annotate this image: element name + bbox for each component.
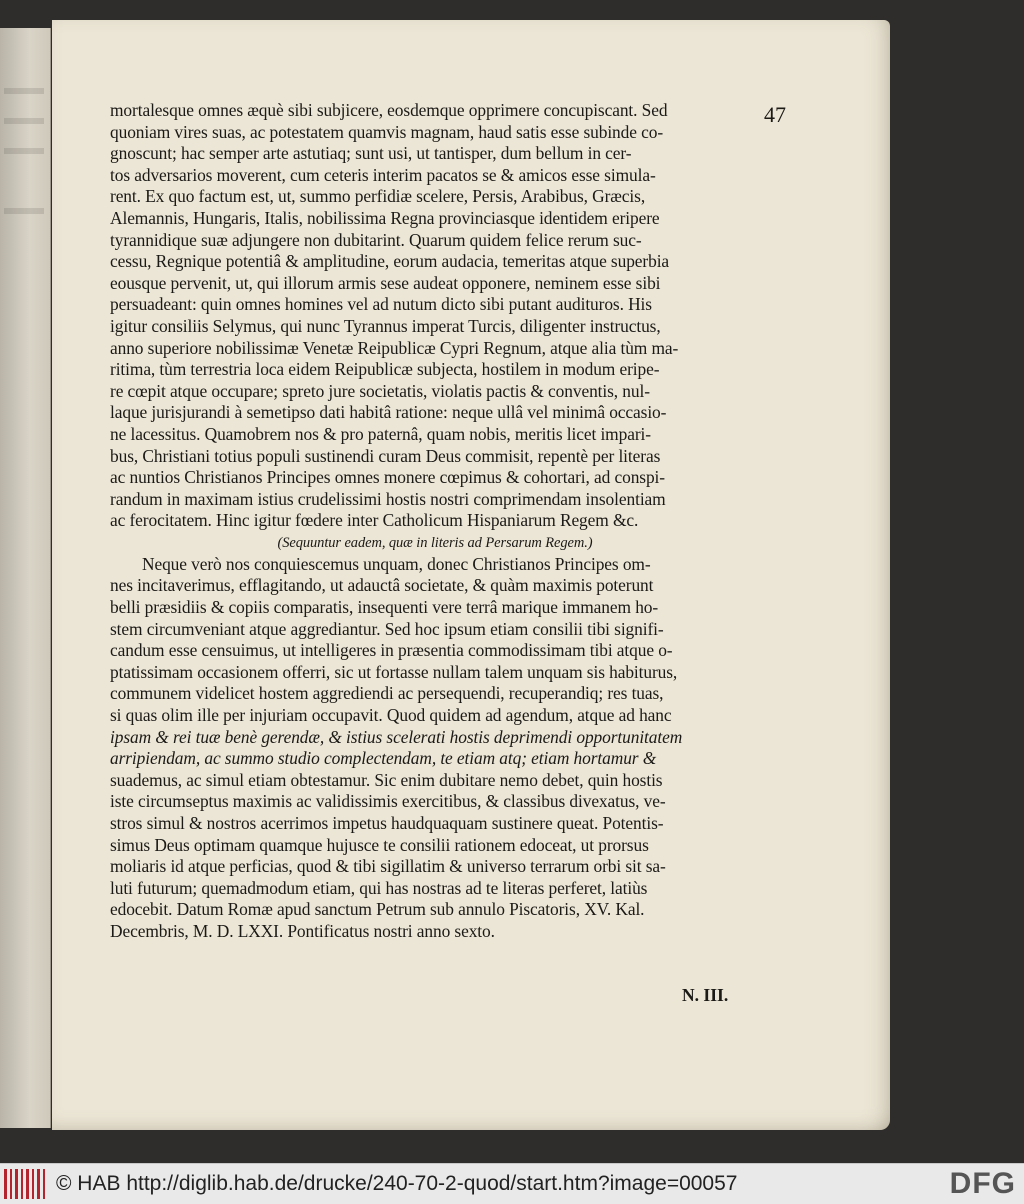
footer-credit: © HAB http://diglib.hab.de/drucke/240-70-2-quod/start.htm?image=00057 bbox=[56, 1172, 738, 1195]
text-line: Neque verò nos conquiescemus unquam, donec Christianos Principes om- bbox=[142, 553, 651, 574]
text-line: Decembris, M. D. LXXI. Pontificatus nostri anno sexto. bbox=[110, 920, 495, 941]
text-line: Alemannis, Hungaris, Italis, nobilissima Regna provinciasque identidem eripere bbox=[110, 207, 660, 228]
text-line: ac nuntios Christianos Principes omnes monere cœpimus & cohortari, ad conspi- bbox=[110, 467, 665, 488]
catchword: N. III. bbox=[682, 985, 729, 1005]
text-line: randum in maximam istius crudelissimi hostis nostri comprimendam insolentiam bbox=[110, 488, 666, 509]
text-line: igitur consiliis Selymus, qui nunc Tyrannus imperat Turcis, diligenter instructus, bbox=[110, 315, 661, 336]
text-line: quoniam vires suas, ac potestatem quamvis magnam, haud satis esse subinde co- bbox=[110, 121, 664, 142]
text-line: gnoscunt; hac semper arte astutiaq; sunt usi, ut tantisper, dum bellum in cer- bbox=[110, 143, 632, 164]
text-line: moliaris id atque perficias, quod & tibi sigillatim & universo terrarum orbi sit sa- bbox=[110, 856, 666, 877]
text-line: communem videlicet hostem aggrediendi ac persequendi, recuperandiq; res tuas, bbox=[110, 683, 664, 704]
text-line: ritima, tùm terrestria loca eidem Reipublicæ subjecta, hostilem in modum eripe- bbox=[110, 359, 660, 380]
text-line: mortalesque omnes æquè sibi subjicere, eosdemque opprimere concupiscant. Sed bbox=[110, 100, 668, 120]
text-line: nes incitaverimus, efflagitando, ut adauctâ societate, & quàm maximis poterunt bbox=[110, 575, 654, 596]
barcode-icon bbox=[4, 1169, 48, 1199]
text-line: rent. Ex quo factum est, ut, summo perfidiæ scelere, Persis, Arabibus, Græcis, bbox=[110, 186, 646, 207]
left-page-edge bbox=[0, 28, 51, 1128]
show-through-mark bbox=[4, 88, 44, 94]
page-number: 47 bbox=[764, 102, 786, 127]
text-line: si quas olim ille per injuriam occupavit. Quod quidem ad agendum, atque ad hanc bbox=[110, 705, 672, 726]
text-line: ptatissimam occasionem offerri, sic ut fortasse nullam talem unquam sis habiturus, bbox=[110, 661, 678, 682]
text-line: ipsam & rei tuæ benè gerendæ, & istius scelerati hostis deprimendi opportunitatem bbox=[110, 726, 683, 747]
text-line: anno superiore nobilissimæ Venetæ Reipublicæ Cypri Regnum, atque alia tùm ma- bbox=[110, 337, 679, 358]
text-line: persuadeant: quin omnes homines vel ad nutum dicto sibi putant audituros. His bbox=[110, 294, 652, 315]
text-line: iste circumseptus maximis ac validissimis exercitibus, & classibus divexatus, ve- bbox=[110, 791, 666, 812]
text-line: arripiendam, ac summo studio complectendam, te etiam atq; etiam hortamur & bbox=[110, 748, 657, 769]
text-line: belli præsidiis & copiis comparatis, insequenti vere terrâ marique immanem ho- bbox=[110, 597, 659, 618]
book-page bbox=[52, 20, 890, 1130]
text-line: edocebit. Datum Romæ apud sanctum Petrum sub annulo Piscatoris, XV. Kal. bbox=[110, 899, 645, 920]
text-line: ne lacessitus. Quamobrem nos & pro paternâ, quam nobis, meritis licet impari- bbox=[110, 423, 651, 444]
text-line: tyrannidique suæ adjungere non dubitarint. Quarum quidem felice rerum suc- bbox=[110, 229, 642, 250]
show-through-mark bbox=[4, 148, 44, 154]
show-through-mark bbox=[4, 208, 44, 214]
show-through-mark bbox=[4, 118, 44, 124]
text-line: suademus, ac simul etiam obtestamur. Sic enim dubitare nemo debet, quin hostis bbox=[110, 769, 663, 790]
text-line: stros simul & nostros acerrimos impetus haudquaquam sustinere queat. Potentis- bbox=[110, 813, 664, 833]
dfg-logo: DFG bbox=[949, 1167, 1016, 1200]
text-line: luti futurum; quemadmodum etiam, qui has nostras ad te literas perferet, latiùs bbox=[110, 877, 648, 898]
text-line: eousque pervenit, ut, qui illorum armis sese audeat opponere, neminem esse sibi bbox=[110, 272, 661, 293]
text-line: simus Deus optimam quamque hujusce te consilii rationem edoceat, ut prorsus bbox=[110, 834, 649, 855]
text-line: re cœpit atque occupare; spreto jure societatis, violatis pactis & conventis, nul- bbox=[110, 380, 650, 401]
text-line: laque jurisjurandi à semetipso dati habitâ ratione: neque ullâ vel minimâ occasio- bbox=[110, 402, 667, 423]
text-line: cessu, Regnique potentiâ & amplitudine, eorum audacia, temeritas atque superbia bbox=[110, 251, 670, 272]
body-text bbox=[110, 100, 760, 943]
text-line: tos adversarios moverent, cum ceteris interim pacatos se & amicos esse simula- bbox=[110, 164, 656, 185]
text-line: bus, Christiani totius populi sustinendi curam Deus commisit, repentè per literas bbox=[110, 445, 661, 466]
bracketed-note: (Sequuntur eadem, quæ in literis ad Persarum Regem.) bbox=[277, 534, 593, 551]
footer-bar bbox=[0, 1163, 1024, 1204]
text-line: ac ferocitatem. Hinc igitur fœdere inter Catholicum Hispaniarum Regem &c. bbox=[110, 510, 639, 531]
text-line: candum esse censuimus, ut intelligeres in præsentia commodissimam tibi atque o- bbox=[110, 640, 673, 661]
text-line: stem circumveniant atque aggrediantur. Sed hoc ipsum etiam consilii tibi signifi- bbox=[110, 618, 664, 639]
